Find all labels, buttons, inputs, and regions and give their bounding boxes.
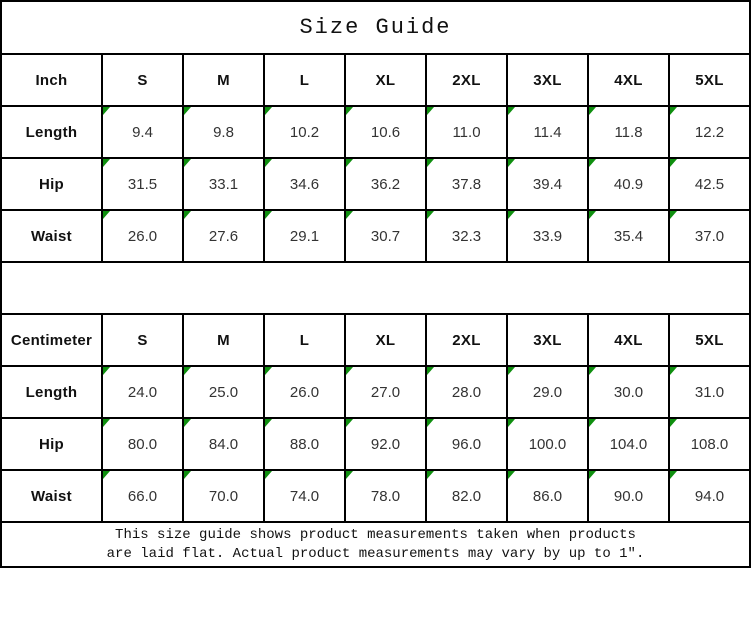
measurement-value-cell [669, 106, 750, 158]
measurement-value-cell [183, 158, 264, 210]
measurement-value-cell [507, 158, 588, 210]
cell-corner-marker-icon [103, 367, 110, 375]
cell-corner-marker-icon [103, 471, 110, 479]
row-label-hip: Hip [1, 158, 102, 210]
measurement-value: 42.5 [694, 175, 725, 193]
measurement-value: 12.2 [694, 123, 725, 141]
measurement-value-cell [264, 106, 345, 158]
footer-section [1, 522, 750, 567]
measurement-value-cell [426, 366, 507, 418]
size-header-cell: 4XL [588, 54, 669, 106]
cell-corner-marker-icon [346, 211, 353, 219]
measurement-value-cell [426, 418, 507, 470]
cell-corner-marker-icon [427, 367, 434, 375]
measurement-value: 78.0 [370, 487, 401, 505]
measurement-value: 11.4 [533, 123, 562, 141]
cell-corner-marker-icon [427, 471, 434, 479]
measurement-value: 90.0 [613, 487, 644, 505]
cell-corner-marker-icon [589, 367, 596, 375]
measurement-value-cell [345, 106, 426, 158]
measurement-value: 80.0 [127, 435, 158, 453]
measurement-row [1, 366, 750, 418]
cell-corner-marker-icon [346, 159, 353, 167]
measurement-value-cell [264, 366, 345, 418]
cell-corner-marker-icon [670, 107, 677, 115]
measurement-value: 9.8 [213, 123, 234, 141]
cell-corner-marker-icon [508, 107, 515, 115]
measurement-value: 30.7 [370, 227, 401, 245]
measurement-row [1, 418, 750, 470]
measurement-value: 94.0 [694, 487, 725, 505]
footer-note [1, 522, 750, 567]
measurement-value-cell [588, 210, 669, 262]
measurement-value-cell [264, 158, 345, 210]
measurement-value-cell [345, 470, 426, 522]
measurement-value: 33.9 [532, 227, 563, 245]
measurement-value-cell [669, 470, 750, 522]
measurement-value: 108.0 [690, 435, 729, 453]
cell-corner-marker-icon [265, 211, 272, 219]
size-header-cell: XL [345, 54, 426, 106]
cell-corner-marker-icon [346, 367, 353, 375]
measurement-value: 26.0 [289, 383, 320, 401]
cell-corner-marker-icon [427, 107, 434, 115]
measurement-value: 86.0 [532, 487, 563, 505]
measurement-value-cell [102, 418, 183, 470]
measurement-value: 40.9 [613, 175, 644, 193]
measurement-value: 9.4 [132, 123, 153, 141]
title-section [1, 1, 750, 54]
measurement-value: 82.0 [451, 487, 482, 505]
page-title: Size Guide [299, 15, 452, 40]
cell-corner-marker-icon [265, 367, 272, 375]
size-header-cell: M [183, 54, 264, 106]
unit-header-centimeter: Centimeter [1, 314, 102, 366]
size-header-cell: 3XL [507, 54, 588, 106]
measurement-value-cell [264, 210, 345, 262]
size-header-cell: M [183, 314, 264, 366]
row-label-hip: Hip [1, 418, 102, 470]
measurement-value: 31.0 [694, 383, 725, 401]
cell-corner-marker-icon [346, 107, 353, 115]
cell-corner-marker-icon [184, 159, 191, 167]
measurement-value: 84.0 [208, 435, 239, 453]
measurement-value: 28.0 [451, 383, 482, 401]
cell-corner-marker-icon [508, 471, 515, 479]
cell-corner-marker-icon [508, 159, 515, 167]
cell-corner-marker-icon [103, 107, 110, 115]
measurement-row [1, 470, 750, 522]
cell-corner-marker-icon [670, 471, 677, 479]
cell-corner-marker-icon [670, 211, 677, 219]
cell-corner-marker-icon [184, 367, 191, 375]
cell-corner-marker-icon [184, 107, 191, 115]
cell-corner-marker-icon [427, 159, 434, 167]
measurement-value: 34.6 [289, 175, 320, 193]
measurement-value: 104.0 [609, 435, 648, 453]
size-header-cell: XL [345, 314, 426, 366]
measurement-value-cell [507, 210, 588, 262]
measurement-value-cell [669, 210, 750, 262]
measurement-value: 27.6 [208, 227, 239, 245]
measurement-value: 10.6 [370, 123, 401, 141]
measurement-value-cell [183, 470, 264, 522]
cell-corner-marker-icon [589, 211, 596, 219]
measurement-value-cell [264, 418, 345, 470]
title-row [1, 1, 750, 54]
measurement-value-cell [507, 366, 588, 418]
cell-corner-marker-icon [265, 419, 272, 427]
footer-row [1, 522, 750, 567]
spacer-cell [1, 262, 750, 314]
measurement-value: 29.0 [532, 383, 563, 401]
measurement-value-cell [588, 470, 669, 522]
row-label-length: Length [1, 366, 102, 418]
measurement-value: 92.0 [370, 435, 401, 453]
cell-corner-marker-icon [103, 211, 110, 219]
measurement-value-cell [183, 418, 264, 470]
cell-corner-marker-icon [670, 159, 677, 167]
measurement-value-cell [426, 210, 507, 262]
measurement-value-cell [588, 106, 669, 158]
measurement-value: 11.0 [452, 123, 481, 141]
measurement-value: 96.0 [451, 435, 482, 453]
measurement-value: 30.0 [613, 383, 644, 401]
cell-corner-marker-icon [103, 419, 110, 427]
measurement-value-cell [669, 366, 750, 418]
measurement-value-cell [102, 106, 183, 158]
cell-corner-marker-icon [265, 107, 272, 115]
measurement-row [1, 106, 750, 158]
cell-corner-marker-icon [346, 419, 353, 427]
measurement-value-cell [264, 470, 345, 522]
measurement-value-cell [102, 210, 183, 262]
measurement-tables-body [1, 54, 750, 522]
size-header-cell: 3XL [507, 314, 588, 366]
measurement-value: 88.0 [289, 435, 320, 453]
measurement-value: 33.1 [208, 175, 239, 193]
measurement-value-cell [102, 158, 183, 210]
measurement-value-cell [426, 106, 507, 158]
measurement-value-cell [345, 366, 426, 418]
cell-corner-marker-icon [589, 471, 596, 479]
row-label-waist: Waist [1, 210, 102, 262]
measurement-value: 25.0 [208, 383, 239, 401]
measurement-value: 39.4 [532, 175, 563, 193]
measurement-row [1, 210, 750, 262]
measurement-value-cell [669, 158, 750, 210]
cell-corner-marker-icon [508, 367, 515, 375]
measurement-value-cell [102, 366, 183, 418]
size-header-row-inch [1, 54, 750, 106]
title-cell [1, 1, 750, 54]
measurement-value-cell [669, 418, 750, 470]
row-label-waist: Waist [1, 470, 102, 522]
measurement-value-cell [345, 158, 426, 210]
measurement-value: 32.3 [451, 227, 482, 245]
measurement-value: 27.0 [370, 383, 401, 401]
cell-corner-marker-icon [508, 211, 515, 219]
footer-line-1: This size guide shows product measurements taken when products [115, 526, 636, 543]
measurement-row [1, 158, 750, 210]
measurement-value-cell [588, 418, 669, 470]
cell-corner-marker-icon [184, 211, 191, 219]
size-header-cell: 4XL [588, 314, 669, 366]
measurement-value: 74.0 [289, 487, 320, 505]
cell-corner-marker-icon [265, 471, 272, 479]
cell-corner-marker-icon [589, 419, 596, 427]
measurement-value-cell [345, 210, 426, 262]
footer-line-2: are laid flat. Actual product measurements may vary by up to 1″. [106, 545, 645, 562]
cell-corner-marker-icon [103, 159, 110, 167]
measurement-value-cell [588, 158, 669, 210]
measurement-value-cell [183, 366, 264, 418]
measurement-value: 31.5 [127, 175, 158, 193]
measurement-value: 24.0 [127, 383, 158, 401]
cell-corner-marker-icon [427, 419, 434, 427]
cell-corner-marker-icon [427, 211, 434, 219]
cell-corner-marker-icon [184, 419, 191, 427]
measurement-value-cell [507, 106, 588, 158]
measurement-value-cell [426, 470, 507, 522]
size-header-cell: S [102, 54, 183, 106]
cell-corner-marker-icon [265, 159, 272, 167]
cell-corner-marker-icon [184, 471, 191, 479]
size-header-cell: L [264, 314, 345, 366]
measurement-value: 37.8 [451, 175, 482, 193]
spacer-row [1, 262, 750, 314]
size-header-cell: S [102, 314, 183, 366]
measurement-value: 37.0 [694, 227, 725, 245]
size-header-cell: 5XL [669, 314, 750, 366]
measurement-value-cell [102, 470, 183, 522]
size-header-cell: L [264, 54, 345, 106]
measurement-value: 29.1 [289, 227, 320, 245]
measurement-value-cell [345, 418, 426, 470]
measurement-value: 10.2 [289, 123, 320, 141]
unit-header-inch: Inch [1, 54, 102, 106]
cell-corner-marker-icon [670, 367, 677, 375]
measurement-value-cell [588, 366, 669, 418]
size-header-cell: 5XL [669, 54, 750, 106]
cell-corner-marker-icon [589, 159, 596, 167]
cell-corner-marker-icon [670, 419, 677, 427]
measurement-value-cell [183, 210, 264, 262]
measurement-value-cell [426, 158, 507, 210]
measurement-value-cell [507, 470, 588, 522]
measurement-value: 35.4 [613, 227, 644, 245]
size-header-cell: 2XL [426, 314, 507, 366]
size-header-row-centimeter [1, 314, 750, 366]
measurement-value: 100.0 [528, 435, 567, 453]
row-label-length: Length [1, 106, 102, 158]
measurement-value: 26.0 [127, 227, 158, 245]
measurement-value: 11.8 [614, 123, 643, 141]
cell-corner-marker-icon [508, 419, 515, 427]
cell-corner-marker-icon [589, 107, 596, 115]
measurement-value: 36.2 [370, 175, 401, 193]
size-header-cell: 2XL [426, 54, 507, 106]
measurement-value-cell [183, 106, 264, 158]
measurement-value-cell [507, 418, 588, 470]
measurement-value: 66.0 [127, 487, 158, 505]
measurement-value: 70.0 [208, 487, 239, 505]
cell-corner-marker-icon [346, 471, 353, 479]
